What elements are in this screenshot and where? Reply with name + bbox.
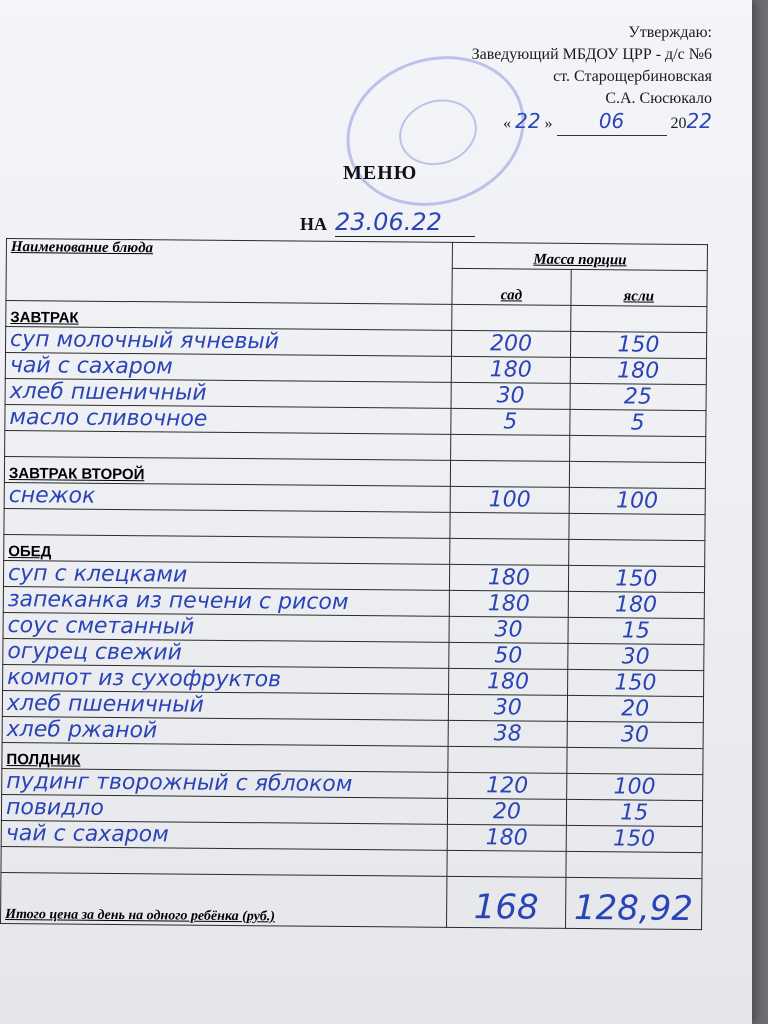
dish-name: хлеб пшеничный (2, 690, 448, 720)
portion-yasli: 15 (568, 617, 705, 644)
portion-sad: 180 (449, 668, 568, 695)
column-header-sad: сад (452, 268, 571, 305)
dish-name: запеканка из печени с рисом (3, 586, 449, 616)
section-empty-cell (451, 460, 570, 487)
dish-name: снежок (4, 482, 450, 512)
page-title: МЕНЮ (343, 162, 418, 184)
column-header-yasli: ясли (571, 269, 708, 306)
section-empty-cell (452, 304, 571, 331)
approval-date-day: 22 (515, 109, 541, 133)
portion-yasli: 100 (569, 487, 706, 514)
dish-name: пудинг творожный с яблоком (2, 768, 448, 798)
column-header-mass: Масса порции (453, 242, 708, 270)
dish-name: хлеб пшеничный (5, 378, 451, 408)
portion-yasli: 15 (566, 799, 703, 826)
column-header-dish: Наименование блюда (6, 239, 453, 305)
portion-sad: 38 (448, 720, 567, 747)
approval-date-close: » (544, 115, 553, 132)
approval-date-open: « (503, 115, 512, 132)
section-empty-cell (450, 538, 569, 565)
section-title: ПОЛДНИК (2, 742, 448, 772)
total-sad: 168 (447, 876, 566, 928)
dish-name: хлеб ржаной (2, 716, 448, 746)
portion-yasli: 180 (570, 357, 707, 384)
portion-sad: 180 (449, 590, 568, 617)
approval-year-prefix: 20 (670, 115, 687, 132)
portion-sad: 50 (449, 642, 568, 669)
dish-name (5, 430, 451, 460)
portion-yasli (569, 435, 706, 462)
dish-name: суп молочный ячневый (6, 327, 452, 357)
dish-name (1, 846, 447, 876)
portion-sad (450, 512, 569, 539)
approval-date-month: 06 (598, 109, 625, 133)
total-label: Итого цена за день на одного ребёнка (руб.) (1, 872, 448, 927)
menu-date (300, 208, 475, 237)
portion-yasli (569, 513, 706, 540)
dish-name: чай с сахаром (5, 353, 451, 383)
section-title: ЗАВТРАК ВТОРОЙ (4, 456, 450, 486)
portion-yasli: 150 (566, 825, 703, 852)
portion-yasli: 5 (569, 409, 706, 436)
portion-yasli: 180 (568, 591, 705, 618)
section-empty-cell (448, 746, 567, 773)
menu-table-body (1, 301, 707, 879)
dish-name: масло сливочное (5, 404, 451, 434)
dish-name (4, 508, 450, 538)
section-title: ОБЕД (4, 534, 450, 564)
portion-sad: 5 (451, 408, 570, 435)
approval-heading: Утверждаю: (628, 24, 712, 41)
portion-sad (451, 434, 570, 461)
portion-yasli: 20 (567, 695, 704, 722)
portion-sad: 30 (449, 616, 568, 643)
section-empty-cell (566, 747, 703, 774)
portion-sad: 200 (452, 330, 571, 357)
portion-yasli: 150 (567, 669, 704, 696)
dish-name: огурец свежий (3, 638, 449, 668)
portion-sad: 20 (448, 798, 567, 825)
section-empty-cell (570, 305, 707, 332)
menu-date-prefix: НА (300, 214, 327, 234)
portion-yasli: 25 (570, 383, 707, 410)
menu-date-value: 23.06.22 (335, 208, 475, 237)
approval-location: ст. Старощербиновская (553, 68, 712, 85)
total-yasli: 128,92 (565, 877, 702, 929)
portion-yasli: 30 (567, 643, 704, 670)
portion-yasli: 30 (567, 721, 704, 748)
portion-yasli: 150 (568, 565, 705, 592)
section-title: ЗАВТРАК (6, 301, 452, 331)
portion-yasli: 100 (566, 773, 703, 800)
approval-date-month-line (557, 110, 667, 136)
portion-yasli (566, 851, 703, 878)
portion-sad: 100 (450, 486, 569, 513)
portion-yasli: 150 (570, 331, 707, 358)
approval-signatory: С.А. Сюсюкало (605, 90, 712, 107)
portion-sad: 120 (448, 772, 567, 799)
dish-name: компот из сухофруктов (3, 664, 449, 694)
dish-name: повидло (1, 794, 447, 824)
portion-sad (447, 850, 566, 877)
portion-sad: 180 (447, 824, 566, 851)
portion-sad: 180 (450, 564, 569, 591)
approval-position: Заведующий МБДОУ ЦРР - д/с №6 (471, 46, 712, 63)
section-empty-cell (568, 539, 705, 566)
section-empty-cell (569, 461, 706, 488)
approval-year-suffix: 22 (686, 109, 712, 133)
dish-name: суп с клецками (3, 560, 449, 590)
portion-sad: 30 (449, 694, 568, 721)
portion-sad: 30 (451, 382, 570, 409)
portion-sad: 180 (452, 356, 571, 383)
dish-name: чай с сахаром (1, 820, 447, 850)
dish-name: соус сметанный (3, 612, 449, 642)
menu-table (0, 238, 708, 930)
